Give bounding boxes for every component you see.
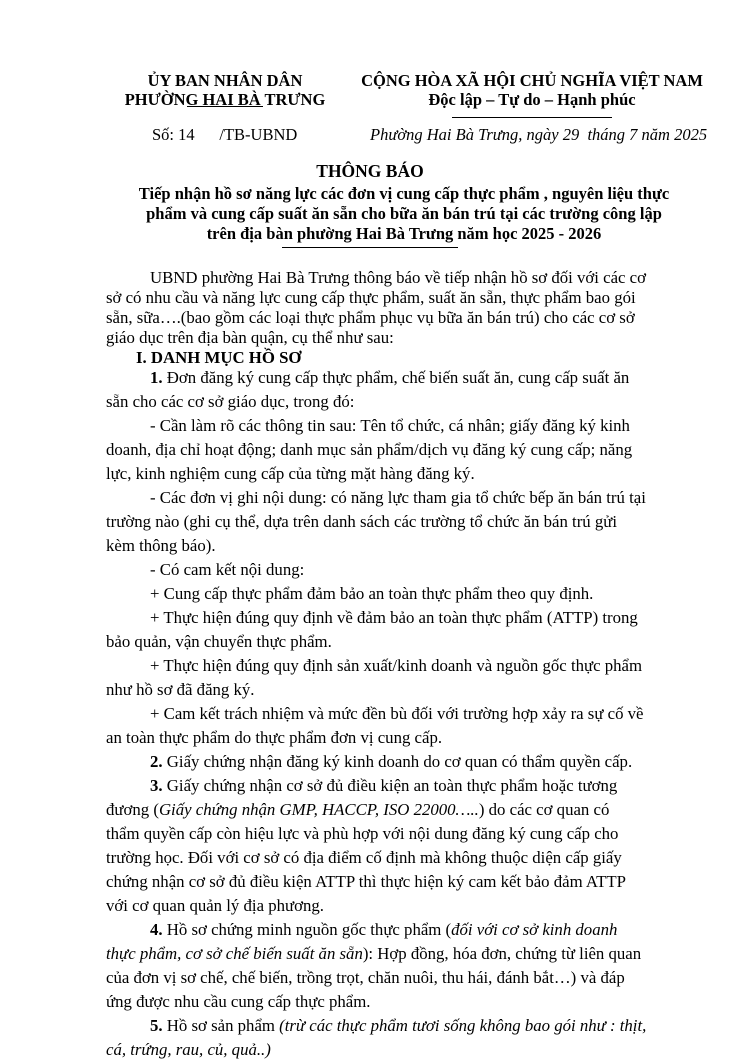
body-line: chứng nhận cơ sở đủ điều kiện ATTP thì thực hiện ký cam kết bảo đảm ATTP — [106, 872, 627, 891]
body-line: - Cần làm rõ các thông tin sau: Tên tổ chức, cá nhân; giấy đăng ký kinh — [150, 416, 630, 435]
document-title: THÔNG BÁO — [316, 161, 424, 181]
national-motto — [352, 71, 712, 109]
item-number: 5. — [150, 1016, 163, 1035]
body-line: sẵn, sữa….(bao gồm các loại thực phẩm phục vụ bữa ăn bán trú) cho các cơ sở — [106, 308, 635, 327]
body-line — [106, 368, 706, 388]
body-line: sở có nhu cầu và năng lực cung cấp thực phẩm, suất ăn sẵn, thực phẩm bao gói — [106, 288, 636, 307]
item-text-italic: (trừ các thực phẩm tươi sống không bao gói như : thịt, — [279, 1016, 647, 1035]
item-text: đương ( — [106, 800, 159, 819]
subtitle-line: phẩm và cung cấp suất ăn sẵn cho bữa ăn bán trú tại các trường công lập — [146, 204, 662, 223]
item-number: 3. — [150, 776, 163, 795]
agency-name — [110, 71, 340, 109]
place-date: Phường Hai Bà Trưng, ngày 29 tháng 7 năm 2025 — [370, 125, 708, 144]
body-line — [106, 752, 706, 772]
body-line — [106, 800, 706, 820]
body-line: trường nào (ghi cụ thể, dựa trên danh sách các trường tổ chức ăn bán trú gửi — [106, 512, 618, 531]
subtitle-line: trên địa bàn phường Hai Bà Trưng năm học 2025 - 2026 — [206, 224, 602, 243]
body-line: bảo quản, vận chuyển thực phẩm. — [106, 632, 332, 651]
agency-underline — [187, 106, 263, 107]
body-line: an toàn thực phẩm do thực phẩm đơn vị cung cấp. — [106, 728, 443, 747]
body-line: như hồ sơ đã đăng ký. — [106, 680, 255, 699]
country-name: CỘNG HÒA XÃ HỘI CHỦ NGHĨA VIỆT NAM — [361, 71, 703, 90]
body-line — [106, 1016, 706, 1036]
body-line: doanh, địa chỉ hoạt động; danh mục sản phẩm/dịch vụ đăng ký cung cấp; năng — [106, 440, 633, 459]
body-line: của đơn vị sơ chế, chế biến, trồng trọt, chăn nuôi, thu hái, đánh bắt…) và đáp — [106, 968, 625, 987]
item-text: Hồ sơ chứng minh nguồn gốc thực phẩm ( — [162, 920, 452, 939]
item-number: 1. — [150, 368, 163, 387]
item-text-italic: Giấy chứng nhận GMP, HACCP, ISO 22000….. — [158, 800, 479, 819]
body-line — [106, 1040, 706, 1060]
body-line: - Các đơn vị ghi nội dung: có năng lực tham gia tổ chức bếp ăn bán trú tại — [150, 488, 646, 507]
item-text: Giấy chứng nhận cơ sở đủ điều kiện an toàn thực phẩm hoặc tương — [162, 776, 618, 795]
motto: Độc lập – Tự do – Hạnh phúc — [428, 90, 636, 109]
motto-underline — [452, 117, 612, 118]
body-line: sẵn cho các cơ sở giáo dục, trong đó: — [106, 392, 355, 411]
subtitle-line: Tiếp nhận hồ sơ năng lực các đơn vị cung cấp thực phẩm , nguyên liệu thực — [138, 184, 670, 203]
body-line: lực, kinh nghiệm cung cấp của từng mặt hàng đăng ký. — [106, 464, 475, 483]
item-text-italic: đối với cơ sở kinh doanh — [451, 920, 618, 939]
body-line: ứng được nhu cầu cung cấp thực phẩm. — [106, 992, 371, 1011]
body-line — [106, 920, 706, 940]
body-line: + Cung cấp thực phẩm đảm bảo an toàn thực phẩm theo quy định. — [150, 584, 594, 603]
body-line — [106, 776, 706, 796]
document-body — [106, 268, 706, 1060]
body-line: trường học. Đối với cơ sở có địa điểm cố định mà không thuộc diện cấp giấy — [106, 848, 622, 867]
document-number: Số: 14 /TB-UBND — [152, 125, 298, 144]
title-underline — [282, 247, 458, 248]
body-line: kèm thông báo). — [106, 536, 216, 555]
item-text: Giấy chứng nhận đăng ký kinh doanh do cơ quan có thẩm quyền cấp. — [162, 752, 633, 771]
agency-line-1: ỦY BAN NHÂN DÂN — [147, 71, 303, 90]
body-line: với cơ quan quản lý địa phương. — [106, 896, 324, 915]
body-line: + Thực hiện đúng quy định về đảm bảo an toàn thực phẩm (ATTP) trong — [150, 608, 638, 627]
item-text: ) do các cơ quan có — [478, 800, 610, 819]
section-heading: I. DANH MỤC HỒ SƠ — [136, 348, 302, 367]
body-line: UBND phường Hai Bà Trưng thông báo về tiếp nhận hồ sơ đối với các cơ — [150, 268, 647, 287]
item-number: 2. — [150, 752, 163, 771]
body-line: + Thực hiện đúng quy định sản xuất/kinh doanh và nguồn gốc thực phẩm — [150, 656, 643, 675]
body-line: giáo dục trên địa bàn quận, cụ thể như sau: — [106, 328, 394, 347]
item-text: Đơn đăng ký cung cấp thực phẩm, chế biến suất ăn, cung cấp suất ăn — [162, 368, 630, 387]
item-text: Hồ sơ sản phẩm — [162, 1016, 280, 1035]
agency-line-2: PHƯỜNG HAI BÀ TRƯNG — [124, 90, 326, 109]
item-number: 4. — [150, 920, 163, 939]
body-line — [106, 944, 706, 964]
item-text-italic: cá, trứng, rau, củ, quả..) — [106, 1040, 271, 1059]
item-text-italic: thực phẩm, cơ sở chế biến suất ăn sẵn — [106, 944, 363, 963]
body-line: - Có cam kết nội dung: — [150, 560, 305, 579]
body-line: + Cam kết trách nhiệm và mức đền bù đối với trường hợp xảy ra sự cố về — [150, 704, 644, 723]
body-line: thẩm quyền cấp còn hiệu lực và phù hợp với nội dung đăng ký cung cấp cho — [106, 824, 619, 843]
document-subtitle — [104, 184, 704, 244]
item-text: ): Hợp đồng, hóa đơn, chứng từ liên quan — [362, 944, 642, 963]
